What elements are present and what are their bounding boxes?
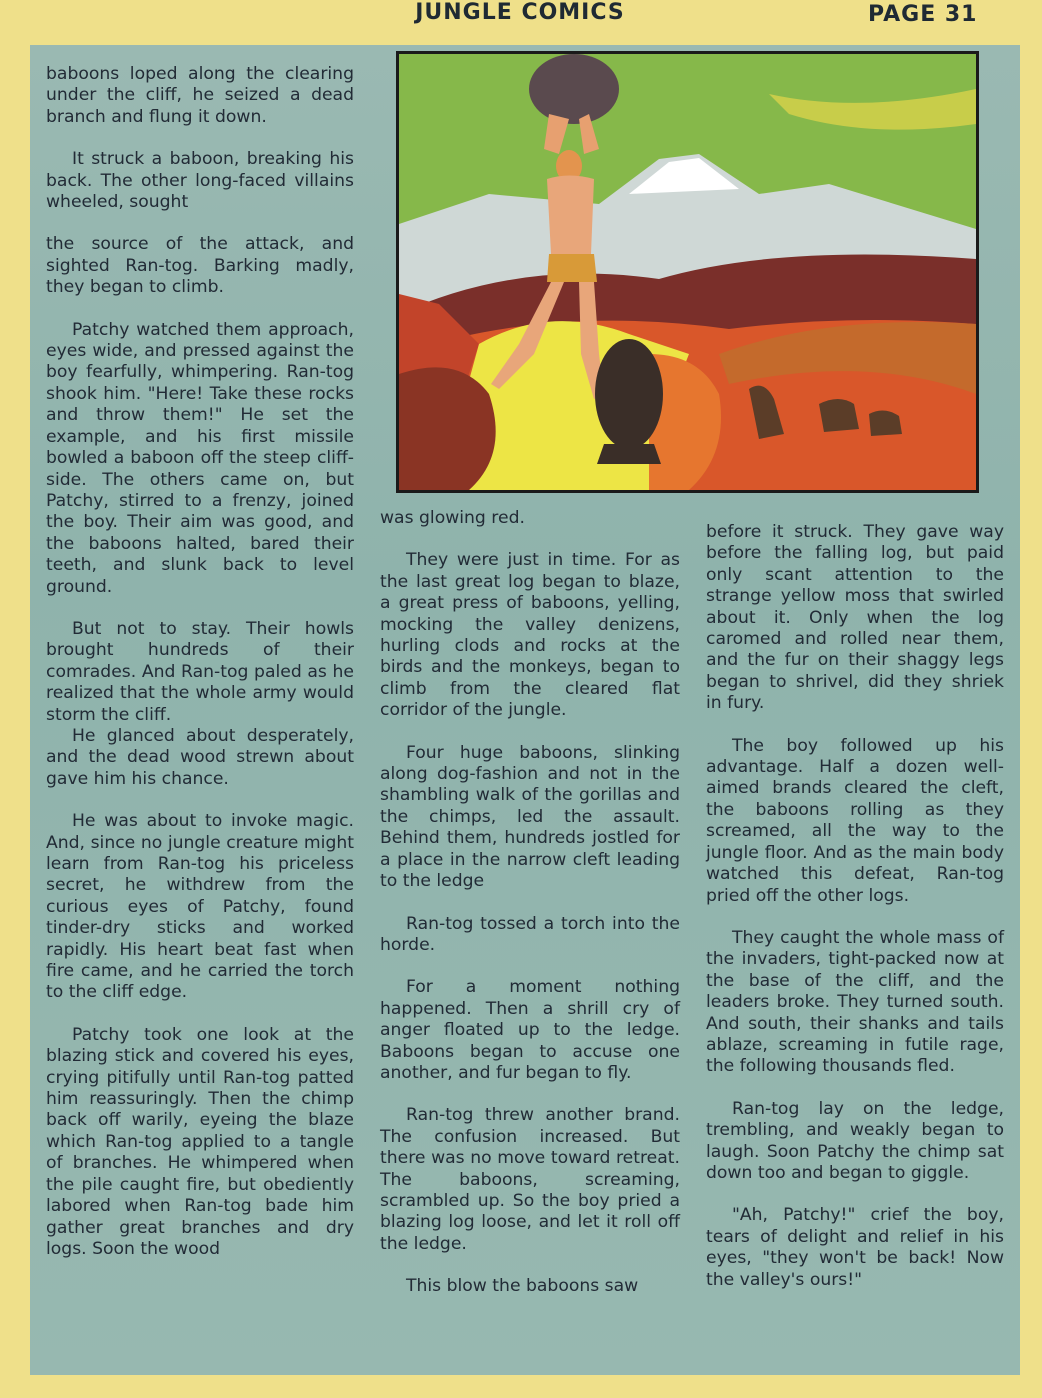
text-column-middle xyxy=(380,508,680,1319)
paragraph: It struck a baboon, breaking his back. The other long-faced villains wheeled, sought xyxy=(46,149,354,213)
paragraph: He was about to invoke magic. And, since no jungle creature might learn from Ran-tog his priceless secret, he withdrew from the curious eyes of Patchy, found tinder-dry sticks and worked rapidly. His heart beat fast when fire came, and he carried the torch to the cliff edge. xyxy=(46,811,354,1003)
paragraph: This blow the baboons saw xyxy=(406,1276,639,1297)
magazine-title: JUNGLE COMICS xyxy=(415,0,625,25)
paragraph: But not to stay. Their howls brought hundreds of their comrades. And Ran-tog paled as he realized that the whole army would storm the cliff. xyxy=(46,618,354,725)
paragraph: "Ah, Patchy!" crief the boy, tears of delight and relief in his eyes, "they won't be back! Now the valley's ours!" xyxy=(706,1205,1004,1290)
paragraph: Four huge baboons, slinking along dog-fashion and not in the shambling walk of the gorillas and the chimps, led the assault. Behind them, hundreds jostled for a place in the narrow cleft leading to the ledge xyxy=(380,742,680,892)
page-number: PAGE 31 xyxy=(868,2,978,27)
text-column-right xyxy=(706,522,1004,1312)
paragraph: They caught the whole mass of the invaders, tight-packed now at the base of the cliff, and the leaders broke. They turned south. And south, their shanks and tails ablaze, screaming in futile rage, the following thousands fled. xyxy=(706,927,1004,1077)
paragraph: was glowing red. xyxy=(380,508,525,528)
paragraph: Ran-tog tossed a torch into the horde. xyxy=(380,913,680,955)
paragraph: He glanced about desperately, and the dead wood strewn about gave him his chance. xyxy=(46,725,354,789)
paragraph: before it struck. They gave way before the falling log, but paid only scant attention to the strange yellow moss that swirled about it. Only when the log caromed and rolled near them, and the fur on their shaggy legs began to shrivel, did they shriek in fury. xyxy=(706,522,1004,714)
paragraph: The boy followed up his advantage. Half a dozen well-aimed brands cleared the cleft, the baboons rolling as they screamed, all the way to the jungle floor. And as the main body watched this defeat, Ran-tog pried off the other logs. xyxy=(706,735,1004,906)
paragraph: They were just in time. For as the last great log began to blaze, a great press of baboons, yelling, mocking the valley denizens, hurling clods and rocks at the birds and the monkeys, began to climb from the cleared flat corridor of the jungle. xyxy=(380,550,680,721)
paragraph: Patchy took one look at the blazing stick and covered his eyes, crying pitifully until Ran-tog patted him reassuringly. Then the chimp back off warily, eyeing the blaze which Ran-tog applied to a tangle of branches. He whimpered when the pile caught fire, but obediently labored when Ran-tog bade him gather great branches and dry logs. Soon the wood xyxy=(46,1024,354,1259)
paragraph: Ran-tog threw another brand. The confusion increased. But there was no move toward retreat. The baboons, screaming, scrambled up. So the boy pried a blazing log loose, and let it roll off the ledge. xyxy=(380,1105,680,1254)
paragraph: For a moment nothing happened. Then a shrill cry of anger floated up to the ledge. Baboons began to accuse one another, and fur began to fly. xyxy=(380,977,680,1083)
paragraph: the source of the attack, and sighted Ran-tog. Barking madly, they began to climb. xyxy=(46,234,354,298)
paragraph: Ran-tog lay on the ledge, trembling, and weakly began to laugh. Soon Patchy the chimp sat down too and began to giggle. xyxy=(706,1098,1004,1183)
comic-panel-illustration xyxy=(396,51,979,493)
text-column-left xyxy=(46,64,354,1281)
paragraph: Patchy watched them approach, eyes wide, and pressed against the boy fearfully, whimpering. Ran-tog shook him. "Here! Take these rocks and throw them!" He set the example, and his first missile bowled a baboon off the steep cliff-side. The others came on, but Patchy, stirred to a frenzy, joined the boy. Their aim was good, and the baboons halted, bared their teeth, and slunk back to level ground. xyxy=(46,319,354,597)
paragraph: baboons loped along the clearing under the cliff, he seized a dead branch and flung it down. xyxy=(46,64,354,127)
